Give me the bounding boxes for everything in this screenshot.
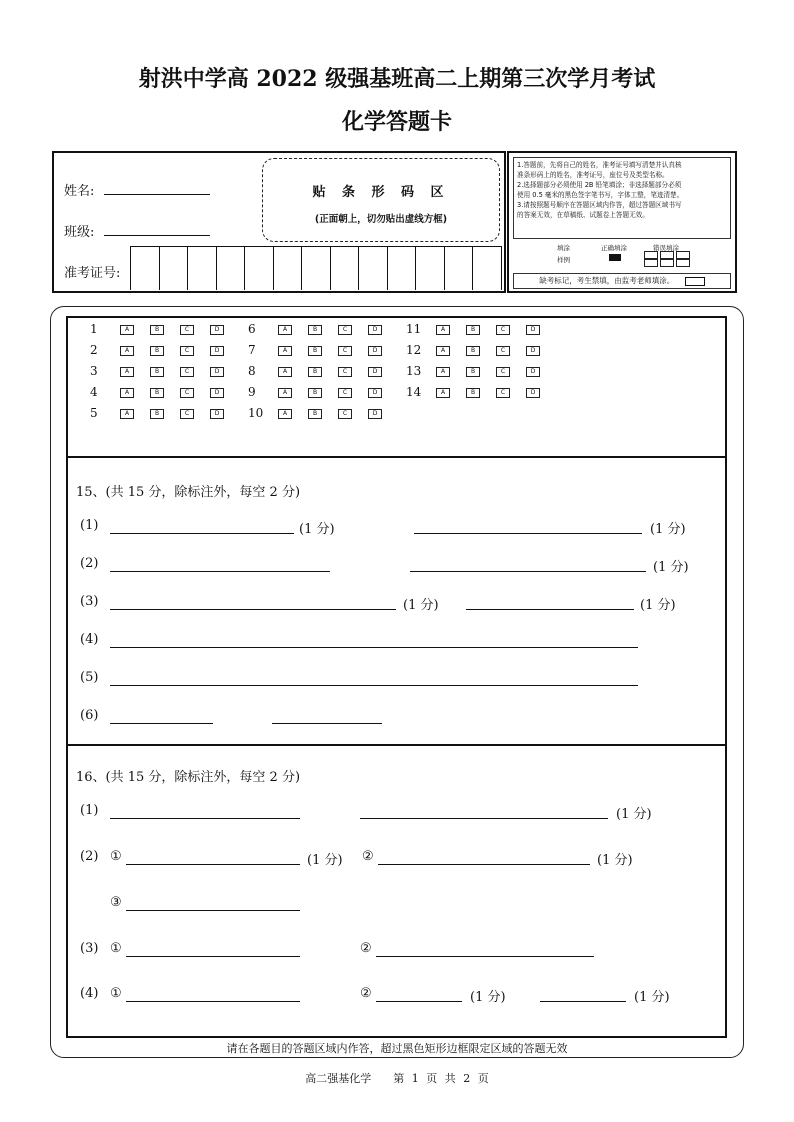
q15-label-6: (6) <box>80 708 99 723</box>
q16-blank[interactable] <box>126 864 300 865</box>
divider <box>66 744 727 746</box>
q15-point: (1 分) <box>403 598 439 613</box>
footer-warning: 请在各题目的答题区域内作答，超过黑色矩形边框限定区域的答题无效 <box>226 1042 568 1055</box>
mcq-option-bubble[interactable]: D <box>526 346 540 356</box>
mcq-option-bubble[interactable]: B <box>308 409 322 419</box>
mcq-option-bubble[interactable]: A <box>120 325 134 335</box>
mcq-option-bubble[interactable]: B <box>150 346 164 356</box>
instruction-line: 2.选择题部分必须使用 2B 铅笔填涂；非选择题部分必须 <box>517 181 682 189</box>
barcode-note: (正面朝上，切勿贴出虚线方框) <box>314 214 448 225</box>
fill-sample <box>513 241 731 271</box>
mcq-option-bubble[interactable]: A <box>278 409 292 419</box>
name-label: 姓名: <box>64 184 95 199</box>
q16-label-3: (3) <box>80 941 99 956</box>
sample-label: 样例 <box>557 256 570 264</box>
q16-blank[interactable] <box>376 1001 462 1002</box>
mcq-option-bubble[interactable]: A <box>120 346 134 356</box>
mcq-option-bubble[interactable]: B <box>150 388 164 398</box>
page-footer: 高二强基化学 第 1 页 共 2 页 <box>305 1072 489 1085</box>
q16-blank[interactable] <box>360 818 608 819</box>
q16-point: (1 分) <box>470 990 506 1005</box>
mcq-option-bubble[interactable]: A <box>436 325 450 335</box>
circle-1: ① <box>110 986 122 1001</box>
q16-heading: 16、(共 15 分，除标注外，每空 2 分) <box>76 770 301 785</box>
mcq-number: 4 <box>90 385 98 399</box>
mcq-option-bubble[interactable]: D <box>210 388 224 398</box>
q15-blank[interactable] <box>110 609 396 610</box>
q16-point: (1 分) <box>616 807 652 822</box>
q16-point: (1 分) <box>597 853 633 868</box>
mcq-number: 12 <box>406 343 422 357</box>
mcq-option-bubble[interactable]: B <box>150 325 164 335</box>
instruction-line: 准条形码上的姓名，准考证号，座位号及类型名称。 <box>517 171 669 179</box>
circle-2: ② <box>362 849 374 864</box>
q15-label-5: (5) <box>80 670 99 685</box>
q15-blank[interactable] <box>110 685 638 686</box>
wrong-label: 错误填涂 <box>653 244 679 252</box>
id-label: 准考证号: <box>64 266 121 281</box>
mcq-option-bubble[interactable]: A <box>436 388 450 398</box>
q16-blank[interactable] <box>126 956 300 957</box>
mcq-option-bubble[interactable]: C <box>338 409 352 419</box>
mcq-option-bubble[interactable]: B <box>150 409 164 419</box>
absent-mark-box[interactable] <box>685 277 705 286</box>
mcq-option-bubble[interactable]: B <box>150 367 164 377</box>
mcq-number: 13 <box>406 364 422 378</box>
circle-3: ③ <box>110 895 122 910</box>
instruction-line: 使用 0.5 毫米的黑色签字笔书写，字体工整，笔迹清楚。 <box>517 191 684 199</box>
mcq-number: 5 <box>90 406 98 420</box>
mcq-option-bubble[interactable]: C <box>496 346 510 356</box>
q15-point: (1 分) <box>650 522 686 537</box>
q15-point: (1 分) <box>640 598 676 613</box>
q15-blank[interactable] <box>110 533 294 534</box>
mcq-option-bubble[interactable]: B <box>466 346 480 356</box>
mcq-option-bubble[interactable]: D <box>368 367 382 377</box>
mcq-option-bubble[interactable]: C <box>180 346 194 356</box>
correct-label: 正确填涂 <box>601 244 627 252</box>
q16-label-1: (1) <box>80 803 99 818</box>
q15-blank[interactable] <box>272 723 382 724</box>
mcq-option-bubble[interactable]: A <box>278 325 292 335</box>
mcq-number: 2 <box>90 343 98 357</box>
mcq-option-bubble[interactable]: B <box>466 367 480 377</box>
mcq-option-bubble[interactable]: D <box>210 367 224 377</box>
q15-label-3: (3) <box>80 594 99 609</box>
exam-subtitle: 化学答题卡 <box>341 109 452 135</box>
mcq-option-bubble[interactable]: A <box>120 388 134 398</box>
correct-fill-mark <box>609 254 621 261</box>
mcq-number: 1 <box>90 322 98 336</box>
instruction-line: 1.答题前，先将自己的姓名，准考证号填写清楚并认真核 <box>517 161 682 169</box>
q16-blank[interactable] <box>110 818 300 819</box>
absent-mark-note: 缺考标记，考生禁填，由监考老师填涂。 <box>513 273 731 289</box>
mcq-option-bubble[interactable]: D <box>210 325 224 335</box>
circle-2: ② <box>360 986 372 1001</box>
wrong-fill-marks <box>643 251 691 267</box>
mcq-option-bubble[interactable]: C <box>180 325 194 335</box>
mcq-option-bubble[interactable]: B <box>308 388 322 398</box>
class-label: 班级: <box>64 225 95 240</box>
mcq-option-bubble[interactable]: C <box>338 325 352 335</box>
mcq-option-bubble[interactable]: C <box>496 388 510 398</box>
mcq-option-bubble[interactable]: B <box>308 325 322 335</box>
instruction-line: 的答案无效，在草稿纸、试题卷上答题无效。 <box>517 211 649 219</box>
mcq-number: 3 <box>90 364 98 378</box>
mcq-option-bubble[interactable]: B <box>466 388 480 398</box>
instructions <box>513 157 731 239</box>
mcq-option-bubble[interactable]: B <box>466 325 480 335</box>
mcq-number: 8 <box>248 364 256 378</box>
mcq-option-bubble[interactable]: C <box>180 409 194 419</box>
mcq-option-bubble[interactable]: A <box>278 367 292 377</box>
q15-label-4: (4) <box>80 632 99 647</box>
q16-point: (1 分) <box>634 990 670 1005</box>
q16-blank[interactable] <box>376 956 594 957</box>
fill-label: 填涂 <box>557 244 570 252</box>
barcode-title: 贴 条 形 码 区 <box>312 185 450 200</box>
mcq-number: 7 <box>248 343 256 357</box>
q15-label-2: (2) <box>80 556 99 571</box>
q15-blank[interactable] <box>466 609 634 610</box>
q15-blank[interactable] <box>110 723 213 724</box>
mcq-number: 10 <box>248 406 264 420</box>
mcq-number: 6 <box>248 322 256 336</box>
q16-blank[interactable] <box>126 910 300 911</box>
q16-point: (1 分) <box>307 853 343 868</box>
q16-blank[interactable] <box>540 1001 626 1002</box>
q15-label-1: (1) <box>80 518 99 533</box>
mcq-option-bubble[interactable]: C <box>180 388 194 398</box>
mcq-option-bubble[interactable]: D <box>368 346 382 356</box>
exam-title: 射洪中学高 2022 级强基班高二上期第三次学月考试 <box>138 66 656 92</box>
mcq-number: 14 <box>406 385 422 399</box>
mcq-number: 9 <box>248 385 256 399</box>
mcq-option-bubble[interactable]: D <box>210 346 224 356</box>
mcq-option-bubble[interactable]: B <box>308 346 322 356</box>
divider <box>66 456 727 458</box>
circle-1: ① <box>110 849 122 864</box>
mcq-option-bubble[interactable]: D <box>526 367 540 377</box>
mcq-option-bubble[interactable]: D <box>368 388 382 398</box>
mcq-option-bubble[interactable]: A <box>436 346 450 356</box>
circle-1: ① <box>110 941 122 956</box>
answer-area-inner <box>66 316 727 1038</box>
barcode-area <box>262 158 500 242</box>
q16-blank[interactable] <box>126 1001 300 1002</box>
mcq-option-bubble[interactable]: D <box>210 409 224 419</box>
q15-blank[interactable] <box>110 647 638 648</box>
q16-label-2: (2) <box>80 849 99 864</box>
instruction-line: 3.请按照题号顺序在答题区域内作答，超过答题区域书写 <box>517 201 682 209</box>
q15-point: (1 分) <box>299 522 335 537</box>
q15-blank[interactable] <box>414 533 642 534</box>
mcq-option-bubble[interactable]: A <box>278 346 292 356</box>
q16-label-4: (4) <box>80 986 99 1001</box>
q15-heading: 15、(共 15 分，除标注外，每空 2 分) <box>76 485 301 500</box>
name-field[interactable] <box>104 194 210 195</box>
mcq-option-bubble[interactable]: C <box>338 367 352 377</box>
mcq-option-bubble[interactable]: C <box>496 367 510 377</box>
mcq-option-bubble[interactable]: A <box>278 388 292 398</box>
q15-point: (1 分) <box>653 560 689 575</box>
class-field[interactable] <box>104 235 210 236</box>
mcq-option-bubble[interactable]: D <box>526 388 540 398</box>
circle-2: ② <box>360 941 372 956</box>
mcq-option-bubble[interactable]: D <box>368 325 382 335</box>
q15-blank[interactable] <box>410 571 646 572</box>
mcq-option-bubble[interactable]: C <box>338 388 352 398</box>
mcq-option-bubble[interactable]: A <box>436 367 450 377</box>
mcq-option-bubble[interactable]: D <box>368 409 382 419</box>
mcq-option-bubble[interactable]: C <box>180 367 194 377</box>
q15-blank[interactable] <box>110 571 330 572</box>
mcq-option-bubble[interactable]: D <box>526 325 540 335</box>
mcq-option-bubble[interactable]: A <box>120 409 134 419</box>
id-number-cells[interactable] <box>130 246 502 290</box>
mcq-option-bubble[interactable]: A <box>120 367 134 377</box>
q16-blank[interactable] <box>378 864 590 865</box>
mcq-option-bubble[interactable]: C <box>338 346 352 356</box>
mcq-number: 11 <box>406 322 422 336</box>
mcq-option-bubble[interactable]: C <box>496 325 510 335</box>
notice-box <box>507 151 737 293</box>
mcq-option-bubble[interactable]: B <box>308 367 322 377</box>
